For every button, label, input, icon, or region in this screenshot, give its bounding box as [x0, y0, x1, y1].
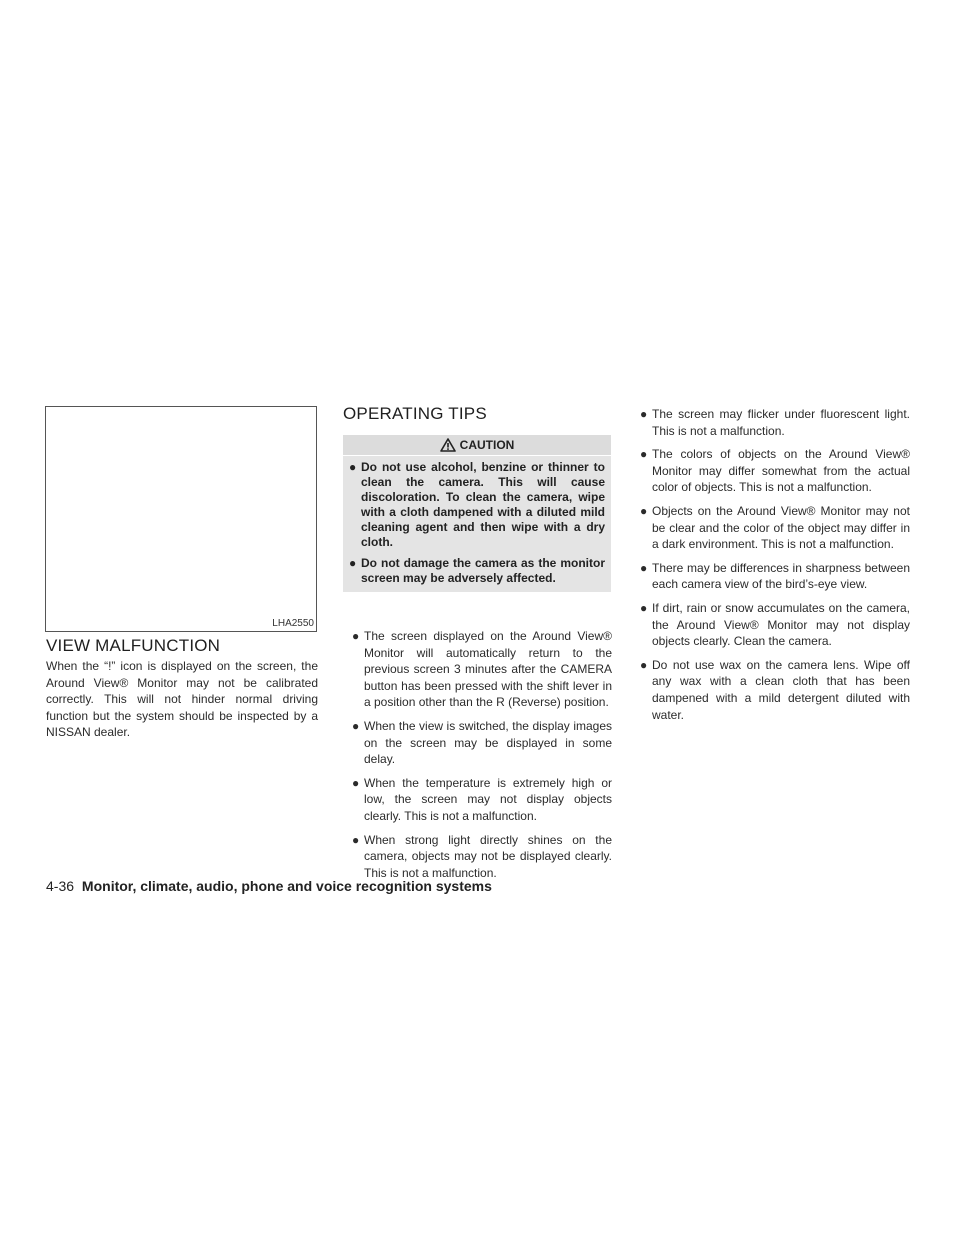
caution-header — [343, 435, 611, 455]
list-item-text: When the temperature is extremely high or low, the screen may not display objects clearly. This is not a malfunction. — [364, 775, 612, 823]
caution-label: CAUTION — [459, 438, 515, 452]
chapter-title: Monitor, climate, audio, phone and voice recognition systems — [81, 878, 492, 894]
bullet-icon: ● — [349, 556, 357, 570]
list-item-text: Do not use wax on the camera lens. Wipe off any wax with a clean cloth that has been dampened with a mild detergent diluted with water. — [652, 657, 910, 722]
list-item — [640, 503, 910, 553]
figure-label: LHA2550 — [272, 618, 314, 629]
bullet-icon: ● — [640, 657, 648, 672]
list-item — [640, 600, 910, 650]
list-item-text: When the view is switched, the display images on the screen may be displayed in some delay. — [364, 718, 612, 767]
bullet-icon: ● — [352, 629, 360, 643]
list-item — [352, 628, 612, 711]
caution-item — [343, 556, 611, 586]
list-item — [352, 775, 612, 825]
list-item-text: The screen displayed on the Around View® Monitor will automatically return to the previous screen 3 minutes after the CAMERA button has been pressed with the shift lever in a position other than the R (Reverse) position. — [364, 629, 612, 710]
operating-tips-list-continued — [640, 406, 910, 730]
list-item-text: Objects on the Around View® Monitor may not be clear and the color of the object may differ in a dark environment. This is not a malfunction. — [652, 503, 910, 552]
view-malfunction-body: When the “!” icon is displayed on the screen, the Around View® Monitor may not be calibrated correctly. This will not hinder normal driving function but the system should be inspected by a NISSAN dealer. — [46, 659, 318, 740]
figure-placeholder — [45, 406, 317, 632]
bullet-icon: ● — [352, 718, 360, 733]
list-item-text: There may be differences in sharpness between each camera view of the bird’s-eye view. — [652, 560, 910, 592]
page-number: 4-36 — [46, 878, 75, 894]
caution-body — [343, 456, 611, 592]
bullet-icon: ● — [640, 600, 648, 615]
caution-item — [343, 460, 611, 550]
bullet-icon: ● — [640, 560, 648, 575]
list-item — [640, 406, 910, 439]
bullet-icon: ● — [352, 832, 360, 847]
bullet-icon: ● — [640, 503, 648, 518]
list-item-text: If dirt, rain or snow accumulates on the camera, the Around View® Monitor may not display objects clearly. Clean the camera. — [652, 600, 910, 649]
operating-tips-list — [352, 628, 612, 888]
bullet-icon: ● — [349, 460, 357, 474]
list-item — [640, 657, 910, 723]
caution-item-text: Do not damage the camera as the monitor screen may be adversely affected. — [361, 556, 605, 585]
warning-triangle-icon — [440, 438, 456, 452]
bullet-icon: ● — [352, 775, 360, 790]
list-item — [640, 560, 910, 593]
list-item-text: When strong light directly shines on the camera, objects may not be displayed clearly. This is not a malfunction. — [364, 832, 612, 880]
list-item — [640, 446, 910, 496]
bullet-icon: ● — [640, 447, 648, 462]
list-item-text: The colors of objects on the Around View® Monitor may differ somewhat from the actual color of objects. This is not a malfunction. — [652, 447, 910, 495]
caution-item-text: Do not use alcohol, benzine or thinner to clean the camera. This will cause discoloration. To clean the camera, wipe with a cloth dampened with a diluted mild cleaning agent and then wipe with a dry cloth. — [361, 460, 605, 549]
page-footer — [46, 878, 492, 894]
list-item — [352, 832, 612, 882]
list-item-text: The screen may flicker under fluorescent light. This is not a malfunction. — [652, 407, 910, 438]
section-heading-view-malfunction: VIEW MALFUNCTION — [46, 636, 221, 655]
list-item — [352, 718, 612, 768]
section-heading-operating-tips: OPERATING TIPS — [343, 404, 487, 423]
bullet-icon: ● — [640, 407, 648, 421]
